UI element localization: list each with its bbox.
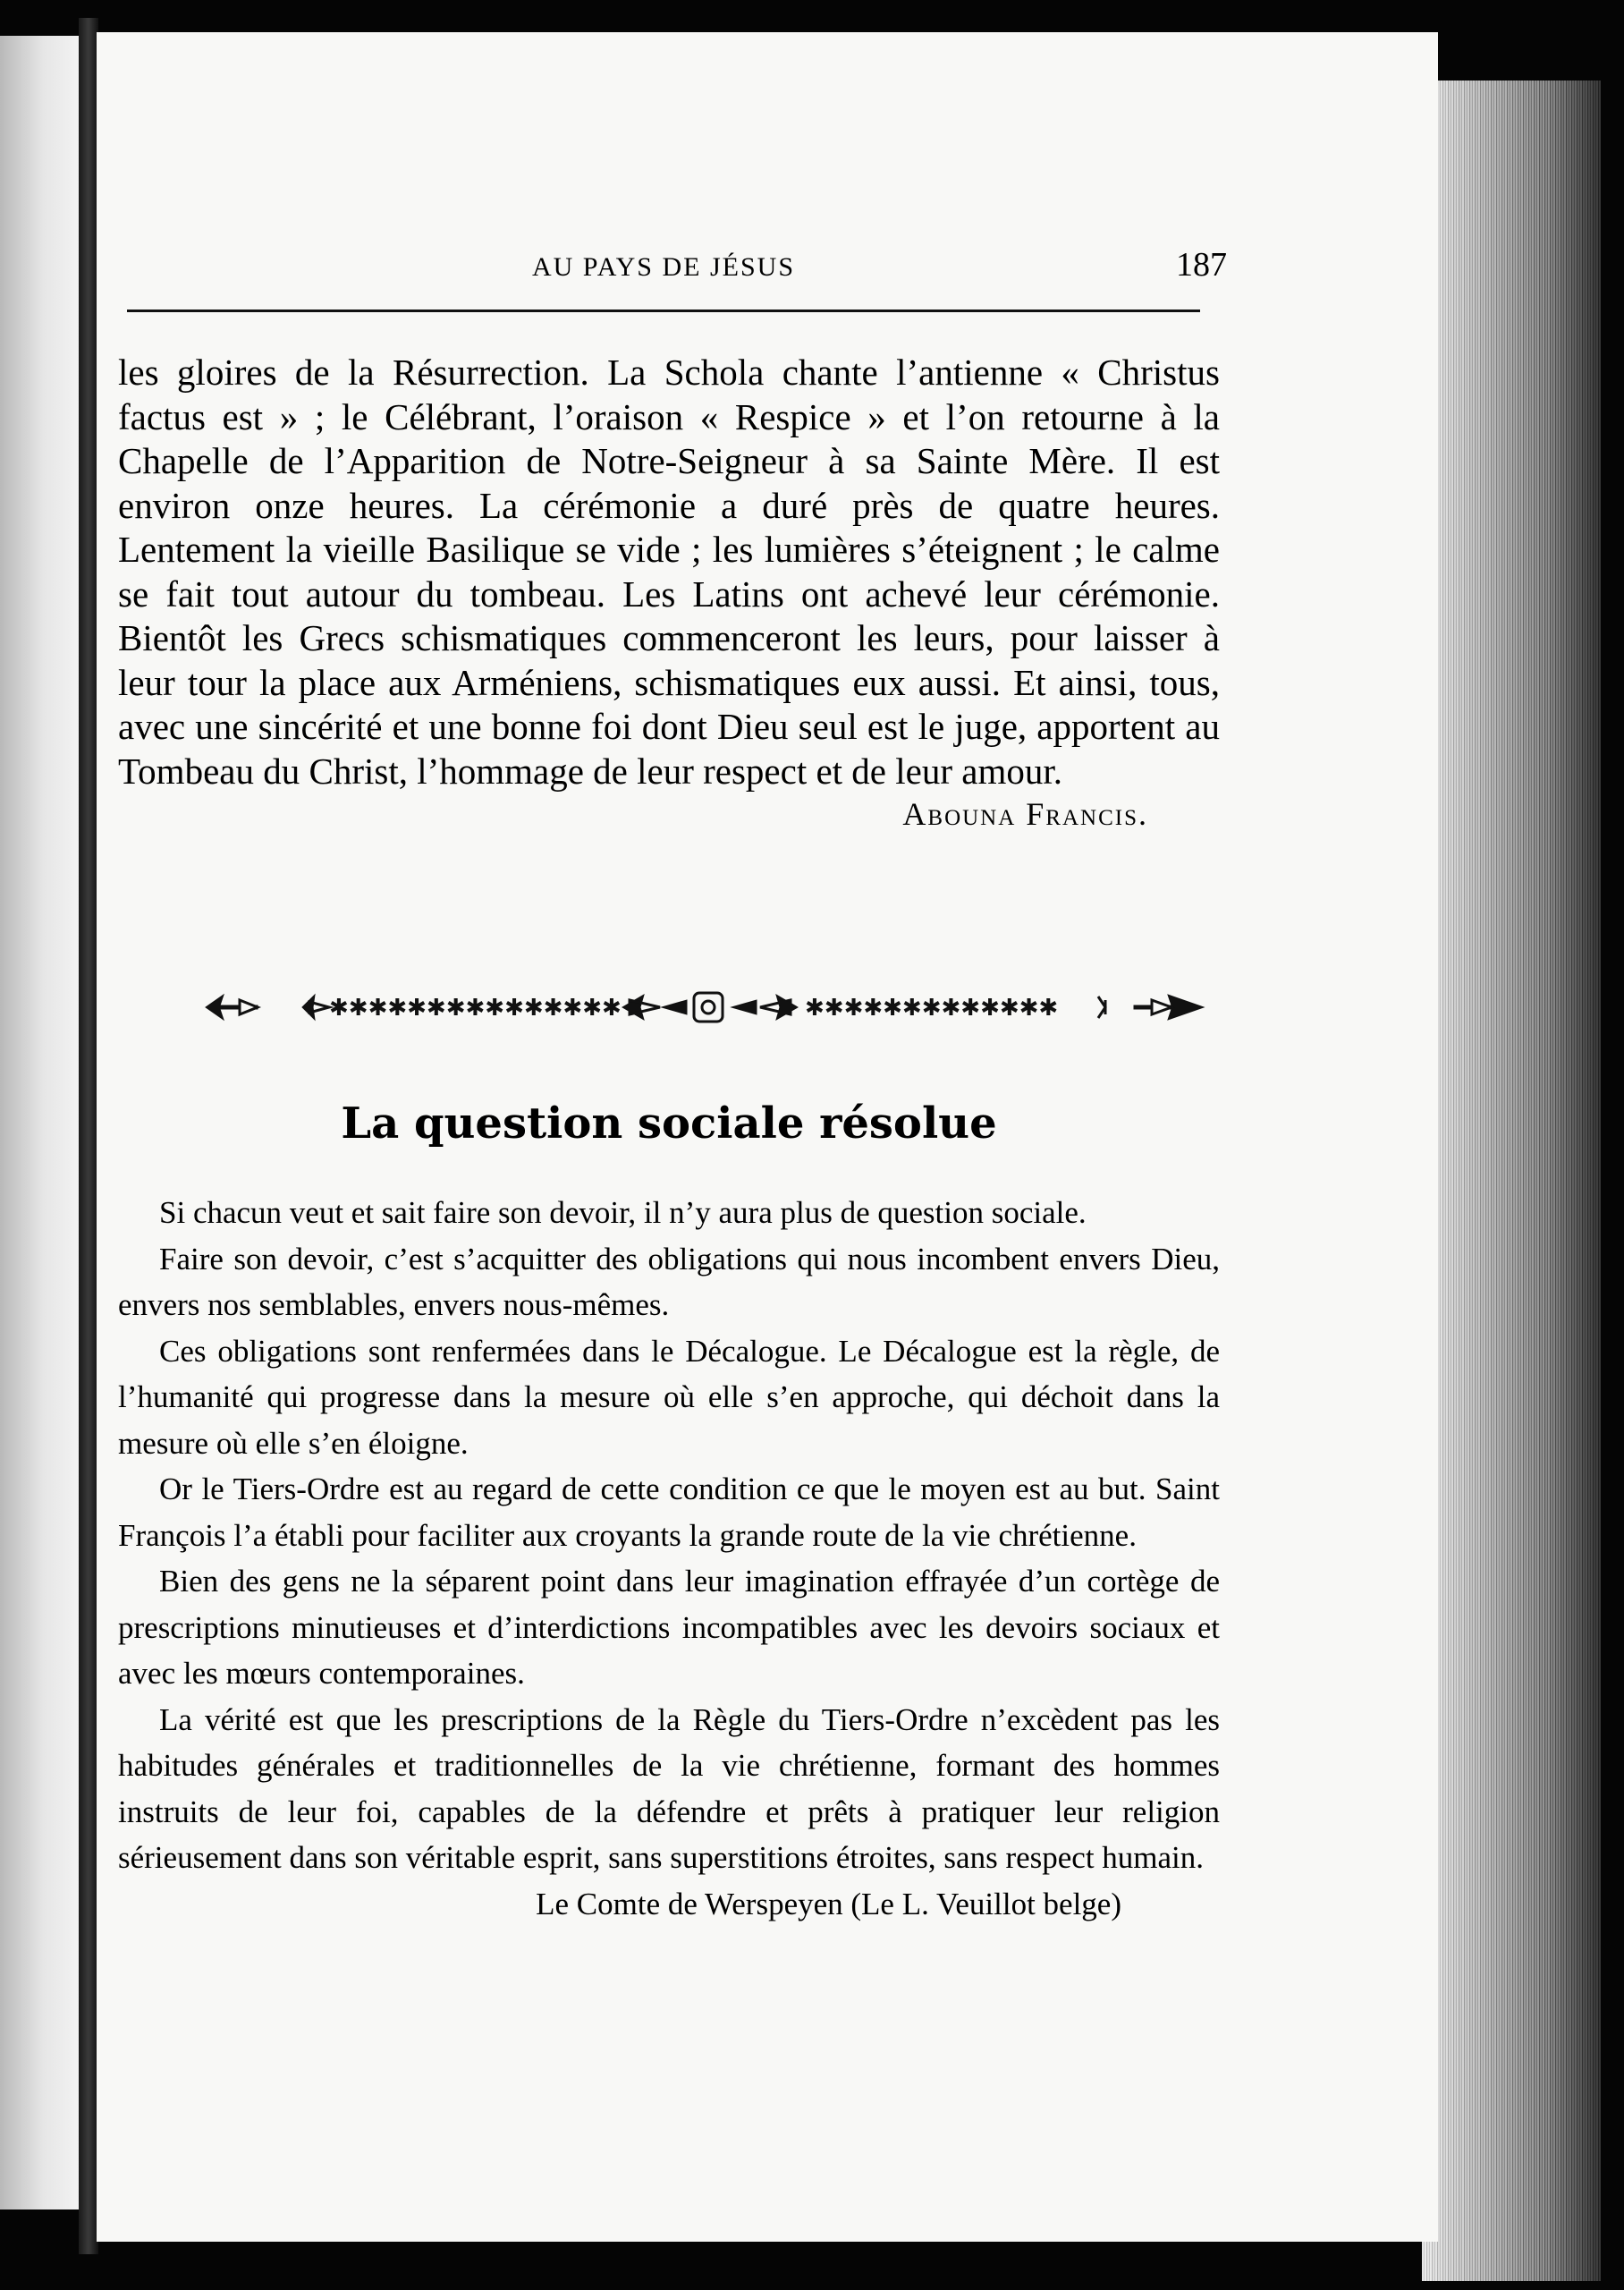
article-body (118, 1190, 1220, 1927)
book-spine (79, 18, 98, 2254)
article-title: La question sociale résolue (341, 1098, 997, 1149)
article-paragraph-1: Si chacun veut et sait faire son devoir, il n’y aura plus de question sociale. (159, 1195, 1087, 1230)
running-header (127, 240, 1227, 293)
running-title: AU PAYS DE JÉSUS (531, 252, 796, 282)
article-paragraph-4: Or le Tiers-Ordre est au regard de cette condition ce que le moyen est au but. Saint François l’a établi pour faciliter aux croyants la grande route de la vie chrétienne. (118, 1472, 1220, 1553)
header-rule (127, 310, 1200, 312)
page-number: 187 (1176, 246, 1227, 284)
article-paragraph-2: Faire son devoir, c’est s’acquitter des obligations qui nous incombent envers Dieu, envers nos semblables, envers nous-mêmes. (118, 1241, 1220, 1322)
article-paragraph-5: Bien des gens ne la séparent point dans leur imagination effrayée d’un cortège de prescriptions minutieuses et d’interdictions incompatibles avec les devoirs sociaux et avec les mœurs contemporaines. (118, 1564, 1220, 1691)
ornamental-divider (204, 986, 1205, 1029)
article-continuation (118, 351, 1220, 833)
svg-text:✱✱✱✱✱✱✱✱✱✱✱✱✱✱✱: ✱✱✱✱✱✱✱✱✱✱✱✱✱✱✱ (329, 995, 622, 1022)
article-signature: Abouna Francis. (902, 796, 1148, 832)
article-paragraph-3: Ces obligations sont renfermées dans le Décalogue. Le Décalogue est la règle, de l’humanité qui progresse dans la mesure où elle s’en approche, qui déchoit dans la mesure où elle s’en éloigne. (118, 1333, 1220, 1461)
article-paragraph-6: La vérité est que les prescriptions de la Règle du Tiers-Ordre n’excèdent pas les habitudes générales et traditionnelles de la vie chrétienne, formant des hommes instruits de leur foi, capables de la défendre et prêts à pratiquer leur religion sérieusement dans son véritable esprit, sans superstitions étroites, sans respect humain. (118, 1701, 1220, 1875)
left-page-edge (0, 36, 79, 2209)
article-paragraph: les gloires de la Résurrection. La Schola chante l’antienne « Christus factus est » ; le Célébrant, l’oraison « Respice » et l’on retourne à la Chapelle de l’Apparition de Notre-Seigneur à sa Sainte Mère. Il est environ onze heures. La cérémonie a duré près de quatre heures. Lentement la vieille Basilique se vide ; les lumières s’éteignent ; le calme se fait tout autour du tombeau. Les Latins ont achevé leur cérémonie. Bientôt les Grecs schismatiques commenceront les leurs, pour laisser à leur tour la place aux Arméniens, schismatiques eux aussi. Et ainsi, tous, avec une sincérité et une bonne foi dont Dieu seul est le juge, apportent au Tombeau du Christ, l’hommage de leur respect et de leur amour. (118, 352, 1220, 792)
page-block-edge (1422, 81, 1601, 2281)
article-signature: Le Comte de Werspeyen (Le L. Veuillot belge) (536, 1886, 1121, 1921)
svg-text:✱✱✱✱✱✱✱✱✱✱✱✱✱: ✱✱✱✱✱✱✱✱✱✱✱✱✱ (805, 995, 1059, 1022)
